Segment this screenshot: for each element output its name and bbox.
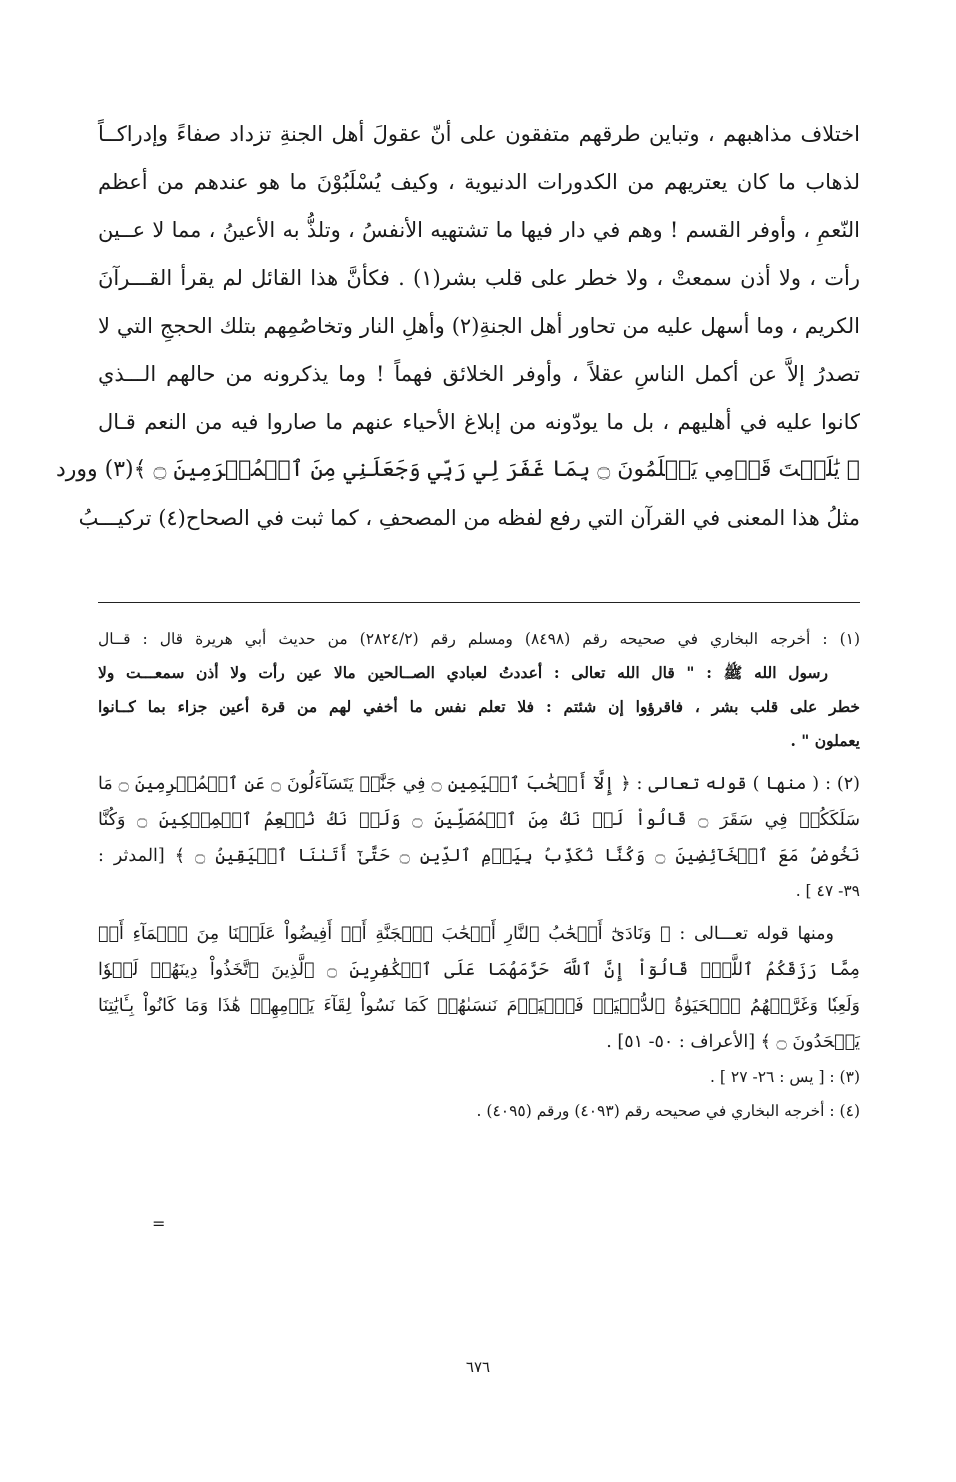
main-text-line: رأت ، ولا أذن سمعتْ ، ولا خطر على قلب بشر(١) . فكأنَّ هذا القائل لم يقرأ القـــرآنَ bbox=[98, 266, 860, 290]
footnote-1-line: خطر على قلب بشر ، فاقرؤوا إن شئتم : فلا تعلم نفس ما أخفي لهم من قرة أعين جزاء بما كــانوا bbox=[98, 697, 860, 716]
main-text-line: اختلاف مذاهبهم ، وتباين طرقهم متفقون على أنّ عقولَ أهل الجنةِ تزداد صفاءً وإدراكــاً bbox=[98, 122, 860, 146]
footnote-2b-line: ومنها قوله تعـــالى : ﴿ وَنَادَىٰٓ أَصۡحَٰبُ ٱلنَّارِ أَصۡحَٰبَ ٱلۡجَنَّةِ أَنۡ أَفِيضُواْ عَلَيۡنَا مِنَ ٱلۡمَآءِ أَوۡ bbox=[98, 924, 834, 944]
main-text-line: تصدرُ إلاَّ عن أكمل الناسِ عقلاً ، وأوفر الخلائق فهماً ! وما يذكرونه من حالهم الـــذي bbox=[98, 362, 860, 386]
main-text-quran-line: ﴿ يَٰلَيۡتَ قَوۡمِي يَعۡلَمُونَ ۝ بِمَا غَفَرَ لِي رَبِّي وَجَعَلَنِي مِنَ ٱلۡمُكۡرَمِينَ ۝ ﴾(٣) وورد bbox=[55, 457, 860, 482]
main-text-line: الكريم ، وما أسهل عليه من تحاور أهل الجنةِ(٢) وأهلِ النار وتخاصُمِهم بتلك الحججِ التي لا bbox=[98, 314, 860, 338]
footnote-1-line: رسول الله ﷺ : " قال الله تعالى : أعددتُ لعبادي الصــالحين مالا عين رأت ولا أذن سمعـــت ولا bbox=[98, 663, 828, 682]
footnote-2-line: ٣٩- ٤٧ ] . bbox=[795, 882, 860, 900]
footnote-1-line: يعملون " . bbox=[790, 731, 860, 750]
footnote-2-line: سَلَكَكُمۡ فِي سَقَرَ ۝ قَالُواْ لَمۡ نَكُ مِنَ ٱلۡمُصَلِّينَ ۝ وَلَمۡ نَكُ نُطۡعِمُ ٱلۡمِسۡكِينَ ۝ وَكُنَّا bbox=[98, 810, 861, 830]
footnote-4: (٤) : أخرجه البخاري في صحيحه رقم (٤٠٩٣) ورقم (٤٠٩٥) . bbox=[476, 1102, 860, 1120]
footnote-3: (٣) : [ يس : ٢٦- ٢٧ ] . bbox=[710, 1068, 860, 1086]
page-number: ٦٧٦ bbox=[465, 1358, 491, 1376]
footnote-separator bbox=[98, 602, 860, 603]
main-text-line: لذهاب ما كان يعتريهم من الكدورات الدنيوية ، وكيف يُسْلَبُوْنَ ما هو عندهم من أعظم bbox=[98, 170, 860, 194]
continuation-marker: = bbox=[152, 1214, 166, 1233]
footnote-2b-line: يَجۡحَدُونَ ۝ ﴾ [الأعراف : ٥٠- ٥١] . bbox=[606, 1032, 860, 1052]
footnote-2-line: (٢) : ( منها ) قوله تعالى : ﴿ إِلَّآ أَصۡحَٰبَ ٱلۡيَمِينِ ۝ فِي جَنَّٰتٖ يَتَسَآءَلُونَ ۝ عَنِ ٱلۡمُجۡرِمِينَ ۝ مَا bbox=[98, 774, 860, 794]
footnote-1-line: (١) : أخرجه البخاري في صحيحه رقم (٨٤٩٨) ومسلم رقم (٢٨٢٤/٢) من حديث أبي هريرة قال : قــال bbox=[98, 630, 861, 648]
main-text-line: كانوا عليه في أهليهم ، بل ما يودّونه من إبلاغ الأحياء عنهم ما صاروا فيه من النعم قـال bbox=[98, 410, 860, 434]
footnote-2b-line: وَلَعِبٗا وَغَرَّتۡهُمُ ٱلۡحَيَوٰةُ ٱلدُّنۡيَاۚ فَٱلۡيَوۡمَ نَنسَىٰهُمۡ كَمَا نَسُواْ لِقَآءَ يَوۡمِهِمۡ هَٰذَا وَمَا كَانُواْ بِـَٔايَٰتِنَا bbox=[98, 996, 860, 1016]
footnote-2b-line: مِمَّا رَزَقَكُمُ ٱللَّهُۚ قَالُوٓاْ إِنَّ ٱللَّهَ حَرَّمَهُمَا عَلَى ٱلۡكَٰفِرِينَ ۝ ٱلَّذِينَ ٱتَّخَذُواْ دِينَهُمۡ لَهۡوٗا bbox=[98, 960, 860, 980]
footnote-2-line: نَخُوضُ مَعَ ٱلۡخَآئِضِينَ ۝ وَكُنَّا نُكَذِّبُ بِيَوۡمِ ٱلدِّينِ ۝ حَتَّىٰٓ أَتَىٰنَا ٱلۡيَقِينُ ۝ ﴾ [المدثر : bbox=[98, 846, 860, 866]
main-text-line: مثلُ هذا المعنى في القرآن التي رفع لفظه من المصحفِ ، كما ثبت في الصحاح(٤) تركيـــبُ bbox=[78, 506, 860, 530]
main-text bbox=[55, 110, 860, 542]
main-text-line: النّعمِ ، وأوفر القسم ! وهم في دار فيها ما تشتهيه الأنفسُ ، وتلذُّ به الأعينُ ، مما لا عــين bbox=[98, 218, 860, 242]
footnotes bbox=[98, 622, 860, 1128]
